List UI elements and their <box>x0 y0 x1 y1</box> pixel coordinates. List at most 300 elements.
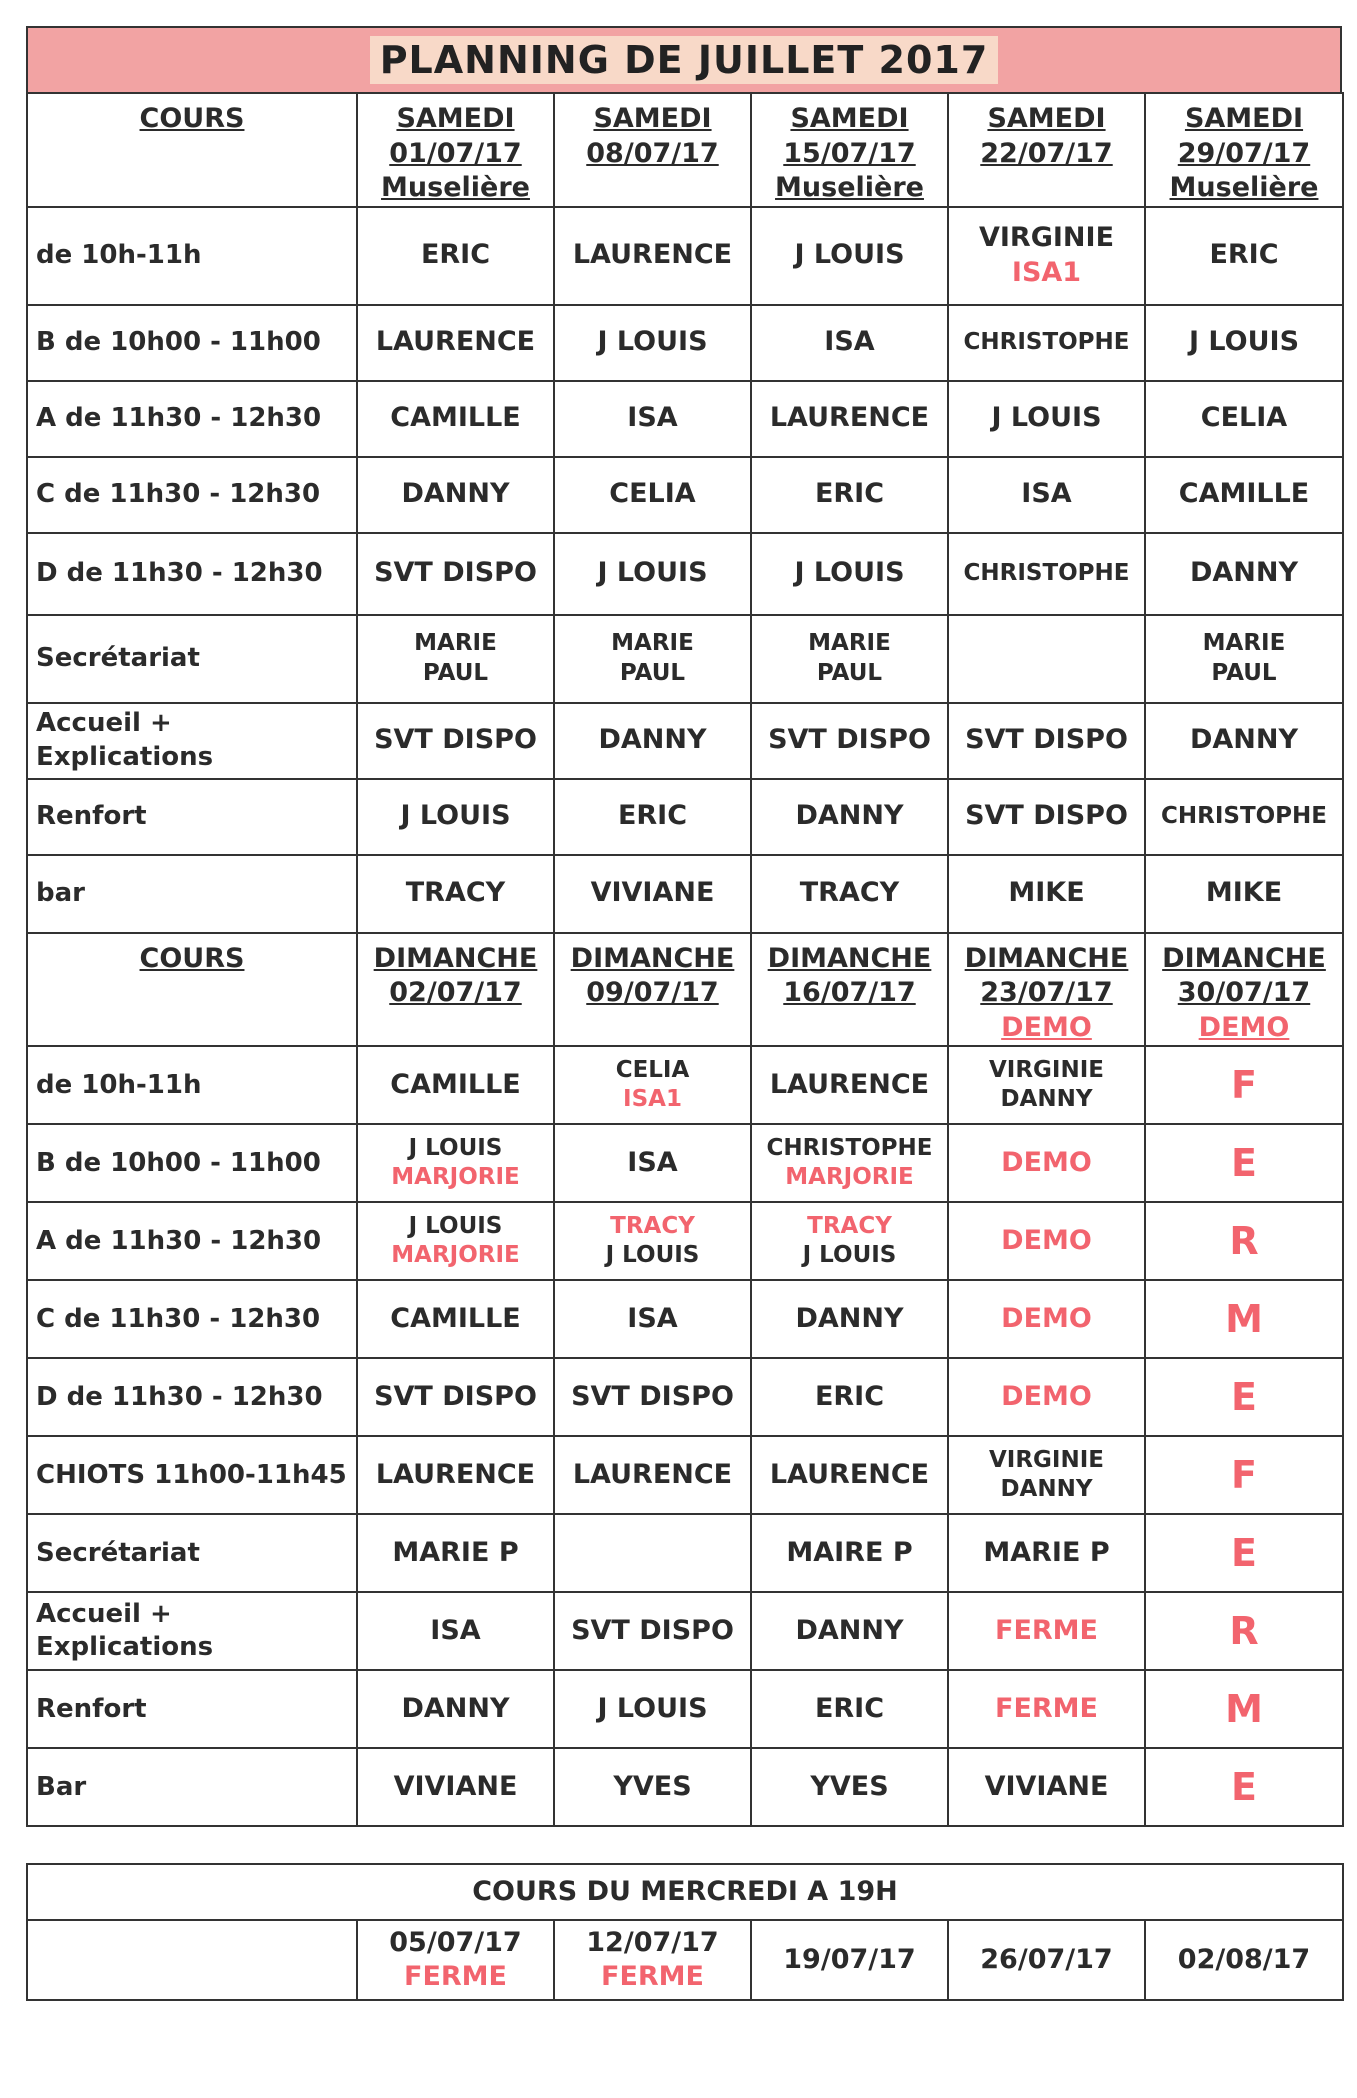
assignment-cell <box>357 779 554 855</box>
sunday-schedule-row <box>27 1436 1343 1514</box>
assignment-cell <box>948 1202 1145 1280</box>
assignee-name: MARIE <box>611 630 694 657</box>
assignee-name: VIRGINIE <box>988 1056 1105 1083</box>
assignment-cell <box>948 1748 1145 1826</box>
assignee-name: TRACY <box>405 877 506 909</box>
assignee-name: VIVIANE <box>590 877 715 909</box>
assignment-cell <box>751 703 948 779</box>
day-date: 30/07/17 <box>1177 977 1311 1009</box>
cours-label: COURS <box>139 103 245 134</box>
assignment-cell <box>948 1280 1145 1358</box>
assignee-name: PAUL <box>1211 659 1277 686</box>
sunday-schedule-row <box>27 1358 1343 1436</box>
assignment-cell <box>751 457 948 533</box>
assignment-cell <box>751 779 948 855</box>
assignee-name: M <box>1225 1686 1263 1731</box>
slot-label: Bar <box>27 1748 357 1826</box>
slot-label: Renfort <box>27 779 357 855</box>
day-date: 02/07/17 <box>389 977 522 1009</box>
assignment-cell <box>554 533 751 615</box>
wednesday-date-cell <box>357 1920 554 2000</box>
day-name: SAMEDI <box>396 103 515 134</box>
slot-label: Accueil + Explications <box>27 703 357 779</box>
assignee-name: ISA <box>1021 478 1072 510</box>
assignee-name: ERIC <box>1209 239 1279 271</box>
assignee-name: J LOUIS <box>802 1242 897 1269</box>
assignee-name: CELIA <box>615 1056 690 1083</box>
sunday-schedule-row <box>27 1202 1343 1280</box>
assignee-name: E <box>1231 1140 1257 1185</box>
slot-label: B de 10h00 - 11h00 <box>27 305 357 381</box>
slot-label: Secrétariat <box>27 1514 357 1592</box>
assignment-cell <box>1145 207 1343 305</box>
assignment-cell <box>751 1436 948 1514</box>
wednesday-date: 02/08/17 <box>1177 1944 1311 1975</box>
assignee-name: ISA <box>824 326 875 358</box>
assignee-name: ERIC <box>420 239 491 271</box>
assignment-cell <box>554 381 751 457</box>
slot-label: C de 11h30 - 12h30 <box>27 1280 357 1358</box>
assignee-name: CAMILLE <box>1178 478 1310 510</box>
assignment-cell <box>357 1358 554 1436</box>
day-name: DIMANCHE <box>570 942 735 974</box>
assignee-name: ERIC <box>814 1693 885 1724</box>
saturday-schedule-row <box>27 305 1343 381</box>
assignment-cell <box>948 1514 1145 1592</box>
assignee-name: ISA <box>627 1303 678 1334</box>
saturday-schedule-row <box>27 207 1343 305</box>
assignee-name: LAURENCE <box>375 1459 536 1490</box>
assignee-name: ERIC <box>814 478 885 510</box>
assignment-cell <box>554 1436 751 1514</box>
saturday-schedule-row <box>27 779 1343 855</box>
assignment-cell <box>948 457 1145 533</box>
slot-label: D de 11h30 - 12h30 <box>27 533 357 615</box>
assignee-name: DANNY <box>598 724 707 756</box>
wednesday-date-cell <box>554 1920 751 2000</box>
assignee-name: MARIE <box>414 630 497 657</box>
assignment-cell <box>357 1046 554 1124</box>
slot-label: de 10h-11h <box>27 207 357 305</box>
assignment-cell <box>357 1124 554 1202</box>
assignee-name: J LOUIS <box>605 1242 700 1269</box>
assignment-cell <box>554 1202 751 1280</box>
saturday-schedule-row <box>27 703 1343 779</box>
assignee-name: DANNY <box>1000 1476 1093 1503</box>
wednesday-dates-row <box>27 1920 1343 2000</box>
assignment-cell <box>751 1202 948 1280</box>
assignment-cell <box>1145 1280 1343 1358</box>
assignee-name: DEMO <box>1001 1303 1092 1334</box>
assignment-cell <box>1145 305 1343 381</box>
assignment-cell <box>1145 1436 1343 1514</box>
assignee-name: DANNY <box>401 478 510 510</box>
assignee-name: CHRISTOPHE <box>1160 802 1328 829</box>
assignment-cell <box>948 855 1145 933</box>
assignment-cell <box>948 1046 1145 1124</box>
assignment-cell <box>554 703 751 779</box>
assignee-name: VIVIANE <box>393 1771 518 1802</box>
assignee-name: MARJORIE <box>391 1164 520 1191</box>
day-name: DIMANCHE <box>1162 942 1326 974</box>
saturday-schedule-row <box>27 855 1343 933</box>
assignment-cell <box>751 533 948 615</box>
assignment-cell <box>948 1358 1145 1436</box>
assignment-cell <box>554 855 751 933</box>
assignment-cell <box>554 1124 751 1202</box>
assignee-name: CAMILLE <box>390 1303 521 1334</box>
assignment-cell <box>357 1514 554 1592</box>
assignee-name: DEMO <box>1001 1225 1092 1256</box>
saturday-day-header <box>948 93 1145 207</box>
sunday-section <box>27 933 1343 1827</box>
assignment-cell <box>1145 1202 1343 1280</box>
assignment-cell <box>751 305 948 381</box>
assignment-cell <box>357 207 554 305</box>
assignee-name: TRACY <box>610 1212 695 1239</box>
assignment-cell <box>948 1436 1145 1514</box>
slot-label: bar <box>27 855 357 933</box>
assignee-name: CHRISTOPHE <box>963 328 1130 355</box>
slot-label: CHIOTS 11h00-11h45 <box>27 1436 357 1514</box>
assignment-cell <box>751 1046 948 1124</box>
assignee-name: CELIA <box>1200 402 1288 434</box>
assignment-cell <box>357 533 554 615</box>
assignment-cell <box>1145 703 1343 779</box>
assignment-cell <box>357 305 554 381</box>
assignee-name: DEMO <box>1001 1381 1092 1412</box>
page-title: PLANNING DE JUILLET 2017 <box>370 36 999 84</box>
assignee-name: R <box>1229 1608 1259 1653</box>
sunday-cours-header <box>27 933 357 1047</box>
assignment-cell <box>554 1670 751 1748</box>
assignee-name: PAUL <box>619 659 686 686</box>
assignment-cell <box>751 1124 948 1202</box>
assignee-name: DANNY <box>1000 1086 1093 1113</box>
assignee-name: TRACY <box>807 1212 892 1239</box>
saturday-cours-header <box>27 93 357 207</box>
slot-label: Renfort <box>27 1670 357 1748</box>
assignment-cell <box>751 615 948 703</box>
assignment-cell <box>1145 1124 1343 1202</box>
day-date: 01/07/17 <box>389 137 522 169</box>
sunday-header-row <box>27 933 1343 1047</box>
assignee-name: SVT DISPO <box>965 724 1128 756</box>
assignment-cell <box>554 1358 751 1436</box>
sunday-schedule-row <box>27 1124 1343 1202</box>
assignee-name: MARIE P <box>392 1537 519 1568</box>
slot-label: A de 11h30 - 12h30 <box>27 381 357 457</box>
saturday-day-header <box>751 93 948 207</box>
assignment-cell <box>1145 615 1343 703</box>
assignment-cell <box>357 1436 554 1514</box>
assignee-name: PAUL <box>816 659 883 686</box>
assignment-cell <box>751 381 948 457</box>
assignment-cell <box>357 1280 554 1358</box>
day-date: 22/07/17 <box>980 137 1113 169</box>
day-name: DIMANCHE <box>373 942 538 974</box>
assignee-name: TRACY <box>799 877 900 909</box>
slot-label: B de 10h00 - 11h00 <box>27 1124 357 1202</box>
wednesday-date-cell <box>948 1920 1145 2000</box>
assignee-name: DEMO <box>1001 1147 1092 1178</box>
day-date: 15/07/17 <box>783 137 916 169</box>
wednesday-note: FERME <box>404 1961 507 1993</box>
assignee-name: DANNY <box>1189 557 1299 589</box>
assignee-name: VIRGINIE <box>988 1446 1105 1473</box>
assignee-name: ISA1 <box>1011 256 1082 288</box>
assignee-name: YVES <box>613 1771 692 1802</box>
sunday-day-header <box>751 933 948 1047</box>
assignee-name: SVT DISPO <box>374 724 537 756</box>
assignment-cell <box>554 207 751 305</box>
assignment-cell <box>948 1670 1145 1748</box>
day-note: DEMO <box>1198 1011 1290 1043</box>
assignee-name: R <box>1229 1218 1259 1263</box>
day-note: Muselière <box>1169 172 1319 204</box>
assignment-cell <box>751 1514 948 1592</box>
assignment-cell <box>751 207 948 305</box>
assignment-cell <box>554 1514 751 1592</box>
assignee-name: SVT DISPO <box>374 557 537 589</box>
assignment-cell <box>357 457 554 533</box>
saturday-schedule-row <box>27 381 1343 457</box>
assignee-name: F <box>1231 1452 1257 1497</box>
assignee-name: CHRISTOPHE <box>963 559 1130 586</box>
assignment-cell <box>1145 457 1343 533</box>
assignee-name: ERIC <box>814 1381 885 1412</box>
assignee-name: CELIA <box>609 478 696 510</box>
saturday-schedule-row <box>27 533 1343 615</box>
assignee-name: M <box>1225 1296 1263 1341</box>
assignment-cell <box>1145 1592 1343 1670</box>
planning-sheet <box>26 26 1342 2001</box>
day-date: 09/07/17 <box>586 977 719 1009</box>
day-date: 16/07/17 <box>783 977 916 1009</box>
slot-label: A de 11h30 - 12h30 <box>27 1202 357 1280</box>
assignee-name: J LOUIS <box>794 557 905 589</box>
saturday-day-header <box>1145 93 1343 207</box>
assignment-cell <box>1145 1670 1343 1748</box>
assignee-name: YVES <box>810 1771 889 1802</box>
wednesday-table <box>26 1863 1344 2001</box>
saturday-section <box>27 93 1343 933</box>
assignee-name: LAURENCE <box>769 1459 930 1490</box>
assignee-name: E <box>1231 1374 1257 1419</box>
saturday-header-row <box>27 93 1343 207</box>
assignee-name: MARIE <box>1202 630 1286 657</box>
assignment-cell <box>751 1592 948 1670</box>
planning-table <box>26 92 1344 1827</box>
day-name: DIMANCHE <box>767 942 932 974</box>
assignee-name: CAMILLE <box>390 1069 521 1100</box>
day-name: SAMEDI <box>1184 103 1304 134</box>
assignee-name: J LOUIS <box>597 326 708 358</box>
slot-label: D de 11h30 - 12h30 <box>27 1358 357 1436</box>
day-name: DIMANCHE <box>964 942 1129 974</box>
assignee-name: J LOUIS <box>991 402 1102 434</box>
assignment-cell <box>357 1202 554 1280</box>
assignee-name: E <box>1231 1530 1257 1575</box>
assignee-name: DANNY <box>795 800 904 832</box>
assignment-cell <box>948 615 1145 703</box>
assignee-name: J LOUIS <box>597 557 708 589</box>
assignee-name: F <box>1231 1062 1257 1107</box>
assignee-name: ISA1 <box>623 1086 682 1113</box>
wednesday-date: 19/07/17 <box>783 1944 916 1975</box>
sunday-day-header <box>948 933 1145 1047</box>
assignment-cell <box>554 1280 751 1358</box>
assignee-name: LAURENCE <box>572 1459 733 1490</box>
assignment-cell <box>948 533 1145 615</box>
day-date: 29/07/17 <box>1177 137 1311 169</box>
assignee-name: MARIE <box>808 630 891 657</box>
assignee-name: MARJORIE <box>785 1164 914 1191</box>
assignment-cell <box>1145 1046 1343 1124</box>
assignment-cell <box>1145 1748 1343 1826</box>
assignment-cell <box>554 1592 751 1670</box>
assignee-name: ISA <box>430 1615 481 1646</box>
assignee-name: SVT DISPO <box>374 1381 537 1412</box>
assignment-cell <box>554 457 751 533</box>
assignment-cell <box>1145 1358 1343 1436</box>
assignee-name: J LOUIS <box>597 1693 708 1724</box>
wednesday-note: FERME <box>601 1961 704 1993</box>
assignment-cell <box>948 305 1145 381</box>
assignee-name: E <box>1231 1764 1257 1809</box>
assignee-name: DANNY <box>795 1303 904 1334</box>
saturday-schedule-row <box>27 457 1343 533</box>
assignment-cell <box>1145 779 1343 855</box>
day-note: Muselière <box>775 172 924 204</box>
assignment-cell <box>554 1748 751 1826</box>
assignment-cell <box>751 1358 948 1436</box>
assignee-name: SVT DISPO <box>571 1615 734 1646</box>
assignment-cell <box>554 779 751 855</box>
assignment-cell <box>357 1592 554 1670</box>
assignee-name: J LOUIS <box>400 800 511 832</box>
assignee-name: MIKE <box>1205 877 1283 909</box>
assignment-cell <box>357 703 554 779</box>
assignment-cell <box>357 615 554 703</box>
assignee-name: MARIE P <box>983 1537 1110 1568</box>
sunday-day-header <box>1145 933 1343 1047</box>
title-banner <box>26 26 1342 92</box>
assignment-cell <box>751 1748 948 1826</box>
assignment-cell <box>751 1670 948 1748</box>
assignment-cell <box>357 1748 554 1826</box>
saturday-schedule-row <box>27 615 1343 703</box>
assignment-cell <box>948 1592 1145 1670</box>
slot-label: C de 11h30 - 12h30 <box>27 457 357 533</box>
assignment-cell <box>357 381 554 457</box>
assignee-name: LAURENCE <box>769 402 930 434</box>
assignee-name: FERME <box>995 1693 1098 1724</box>
day-name: SAMEDI <box>593 103 712 134</box>
saturday-day-header <box>357 93 554 207</box>
assignee-name: CHRISTOPHE <box>766 1134 933 1161</box>
assignee-name: DANNY <box>401 1693 510 1724</box>
sunday-day-header <box>357 933 554 1047</box>
day-date: 08/07/17 <box>586 137 719 169</box>
assignee-name: MARJORIE <box>391 1242 520 1269</box>
assignment-cell <box>554 615 751 703</box>
assignee-name: ISA <box>627 1147 678 1178</box>
assignee-name: SVT DISPO <box>965 800 1128 832</box>
assignee-name: SVT DISPO <box>768 724 931 756</box>
assignment-cell <box>751 1280 948 1358</box>
wednesday-date-cell <box>751 1920 948 2000</box>
sunday-schedule-row <box>27 1592 1343 1670</box>
assignee-name: J LOUIS <box>794 239 905 271</box>
cours-label: COURS <box>139 942 245 974</box>
assignee-name: MAIRE P <box>786 1537 913 1568</box>
wednesday-empty-cell <box>27 1920 357 2000</box>
assignee-name: LAURENCE <box>572 239 733 271</box>
assignment-cell <box>948 207 1145 305</box>
assignee-name: ISA <box>627 402 678 434</box>
slot-label: Secrétariat <box>27 615 357 703</box>
assignee-name: LAURENCE <box>375 326 536 358</box>
assignee-name: VIRGINIE <box>978 222 1115 254</box>
assignee-name: CAMILLE <box>390 402 521 434</box>
assignment-cell <box>948 779 1145 855</box>
wednesday-date-cell <box>1145 1920 1343 2000</box>
assignee-name: LAURENCE <box>769 1069 930 1100</box>
assignee-name: PAUL <box>422 659 489 686</box>
assignment-cell <box>1145 855 1343 933</box>
assignee-name: SVT DISPO <box>571 1381 734 1412</box>
assignee-name: J LOUIS <box>408 1134 503 1161</box>
sunday-day-header <box>554 933 751 1047</box>
assignment-cell <box>554 1046 751 1124</box>
day-date: 23/07/17 <box>980 977 1113 1009</box>
assignment-cell <box>1145 1514 1343 1592</box>
assignee-name: J LOUIS <box>408 1212 503 1239</box>
wednesday-date: 12/07/17 <box>586 1926 719 1958</box>
sunday-schedule-row <box>27 1046 1343 1124</box>
sunday-schedule-row <box>27 1280 1343 1358</box>
assignment-cell <box>948 703 1145 779</box>
assignee-name: J LOUIS <box>1188 326 1300 358</box>
day-name: SAMEDI <box>790 103 909 134</box>
assignee-name: DANNY <box>795 1615 904 1646</box>
assignment-cell <box>1145 533 1343 615</box>
assignment-cell <box>751 855 948 933</box>
assignment-cell <box>357 1670 554 1748</box>
assignee-name: ERIC <box>617 800 688 832</box>
day-name: SAMEDI <box>987 103 1106 134</box>
assignee-name: DANNY <box>1189 724 1299 756</box>
slot-label: de 10h-11h <box>27 1046 357 1124</box>
day-note: Muselière <box>381 172 530 204</box>
saturday-day-header <box>554 93 751 207</box>
wednesday-title: COURS DU MERCREDI A 19H <box>27 1864 1343 1920</box>
sunday-schedule-row <box>27 1748 1343 1826</box>
assignment-cell <box>554 305 751 381</box>
assignee-name: FERME <box>995 1615 1098 1646</box>
assignment-cell <box>948 1124 1145 1202</box>
assignee-name: VIVIANE <box>984 1771 1109 1802</box>
assignment-cell <box>1145 381 1343 457</box>
assignee-name: MIKE <box>1008 877 1085 909</box>
assignment-cell <box>357 855 554 933</box>
sunday-schedule-row <box>27 1514 1343 1592</box>
wednesday-date: 05/07/17 <box>389 1926 522 1958</box>
day-note: DEMO <box>1001 1011 1092 1043</box>
sunday-schedule-row <box>27 1670 1343 1748</box>
assignment-cell <box>948 381 1145 457</box>
